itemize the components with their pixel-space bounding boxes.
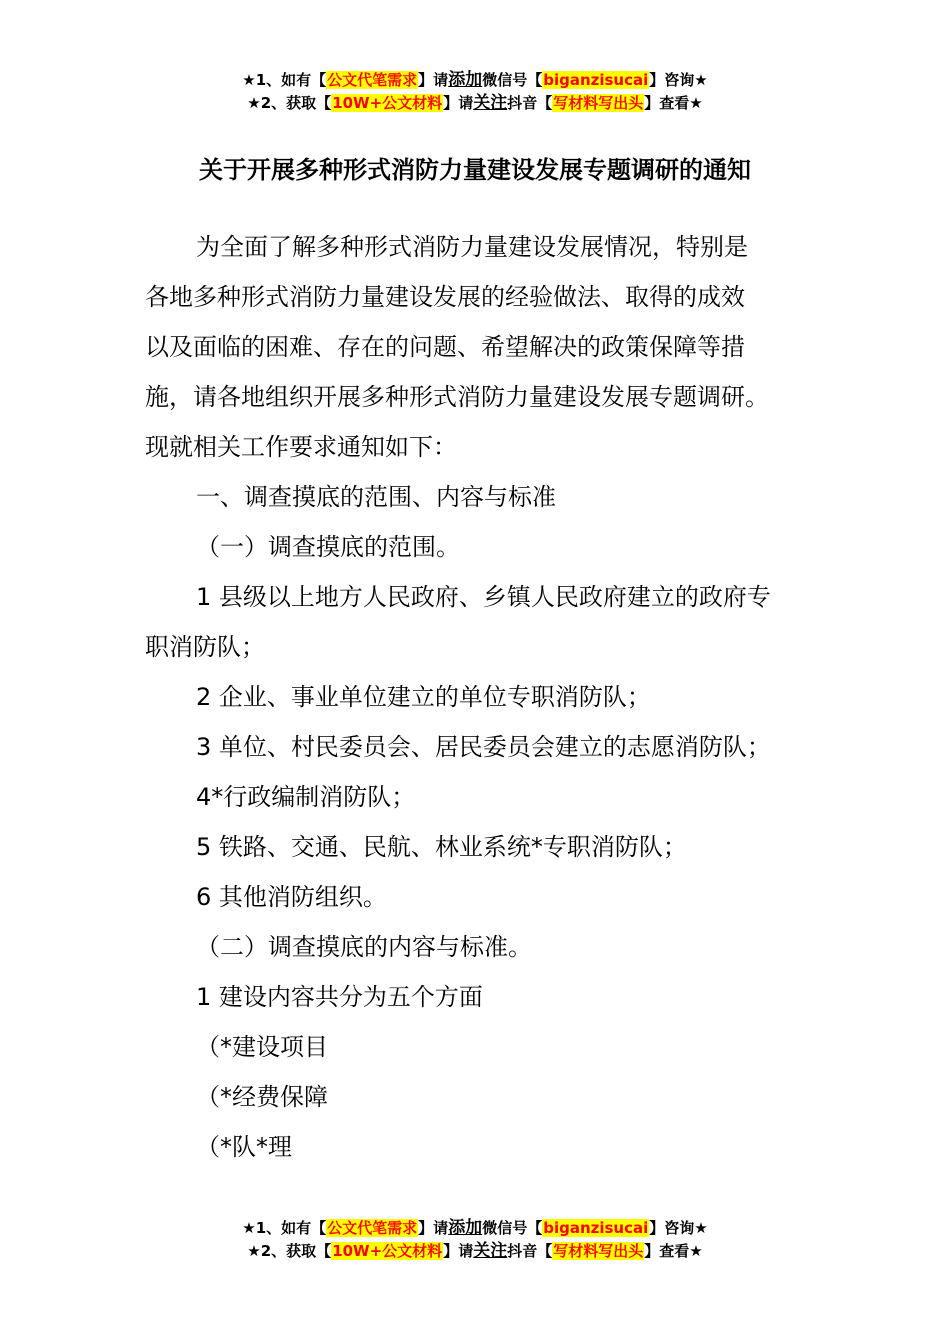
promo-highlight: 写材料写出头 [553,94,644,112]
document-title: 关于开展多种形式消防力量建设发展专题调研的通知 [199,156,751,184]
promo-highlight: 10W+公文材料 [332,1242,443,1260]
intro-line: 现就相关工作要求通知如下： [145,433,457,461]
list-item: 6 其他消防组织。 [196,883,387,911]
list-item: 1 县级以上地方人民政府、乡镇人民政府建立的政府专 [196,583,771,611]
promo-banner-bottom [0,1217,950,1263]
bullet-item: （*队*理 [196,1133,292,1161]
promo-highlight: biganzisucai [543,71,649,89]
promo-text: 】咨询★ [649,71,708,89]
promo-highlight: 10W+公文材料 [332,94,443,112]
promo-line-1 [0,69,950,92]
list-item: 2 企业、事业单位建立的单位专职消防队； [196,683,651,711]
list-item: 1 建设内容共分为五个方面 [196,983,483,1011]
subsection-heading: （一）调查摸底的范围。 [196,533,460,561]
promo-text: 抖音【 [507,1242,553,1260]
promo-text: ★1、如有【 [242,1219,327,1237]
promo-text: 】请 [443,1242,474,1260]
promo-highlight: 公文代笔需求 [327,71,418,89]
promo-text: 】咨询★ [649,1219,708,1237]
promo-emphasis: 添加 [448,70,483,90]
promo-text: 】请 [443,94,474,112]
promo-text: 】查看★ [644,94,703,112]
list-item: 3 单位、村民委员会、居民委员会建立的志愿消防队； [196,733,771,761]
promo-line-2 [0,92,950,115]
promo-emphasis: 关注 [473,1241,508,1261]
promo-line-1 [0,1217,950,1240]
promo-text: 抖音【 [507,94,553,112]
promo-highlight: 写材料写出头 [553,1242,644,1260]
section-heading: 一、调查摸底的范围、内容与标准 [196,483,556,511]
intro-line: 以及面临的困难、存在的问题、希望解决的政策保障等措 [145,333,745,361]
promo-text: ★1、如有【 [242,71,327,89]
promo-emphasis: 关注 [473,93,508,113]
bullet-item: （*建设项目 [196,1033,328,1061]
promo-text: ★2、获取【 [247,94,332,112]
promo-text: 微信号【 [482,1219,543,1237]
promo-highlight: biganzisucai [543,1219,649,1237]
list-item-continuation: 职消防队； [145,633,265,661]
promo-highlight: 公文代笔需求 [327,1219,418,1237]
promo-line-2 [0,1240,950,1263]
promo-text: ★2、获取【 [247,1242,332,1260]
promo-text: 微信号【 [482,71,543,89]
promo-text: 】查看★ [644,1242,703,1260]
promo-text: 】请 [418,1219,449,1237]
promo-text: 】请 [418,71,449,89]
intro-line: 为全面了解多种形式消防力量建设发展情况，特别是 [196,233,748,261]
list-item: 4*行政编制消防队； [196,783,416,811]
list-item: 5 铁路、交通、民航、林业系统*专职消防队； [196,833,687,861]
intro-line: 各地多种形式消防力量建设发展的经验做法、取得的成效 [145,283,745,311]
promo-banner-top [0,69,950,115]
promo-emphasis: 添加 [448,1218,483,1238]
document-body [145,222,810,1172]
intro-line: 施，请各地组织开展多种形式消防力量建设发展专题调研。 [145,383,769,411]
bullet-item: （*经费保障 [196,1083,328,1111]
subsection-heading: （二）调查摸底的内容与标准。 [196,933,532,961]
